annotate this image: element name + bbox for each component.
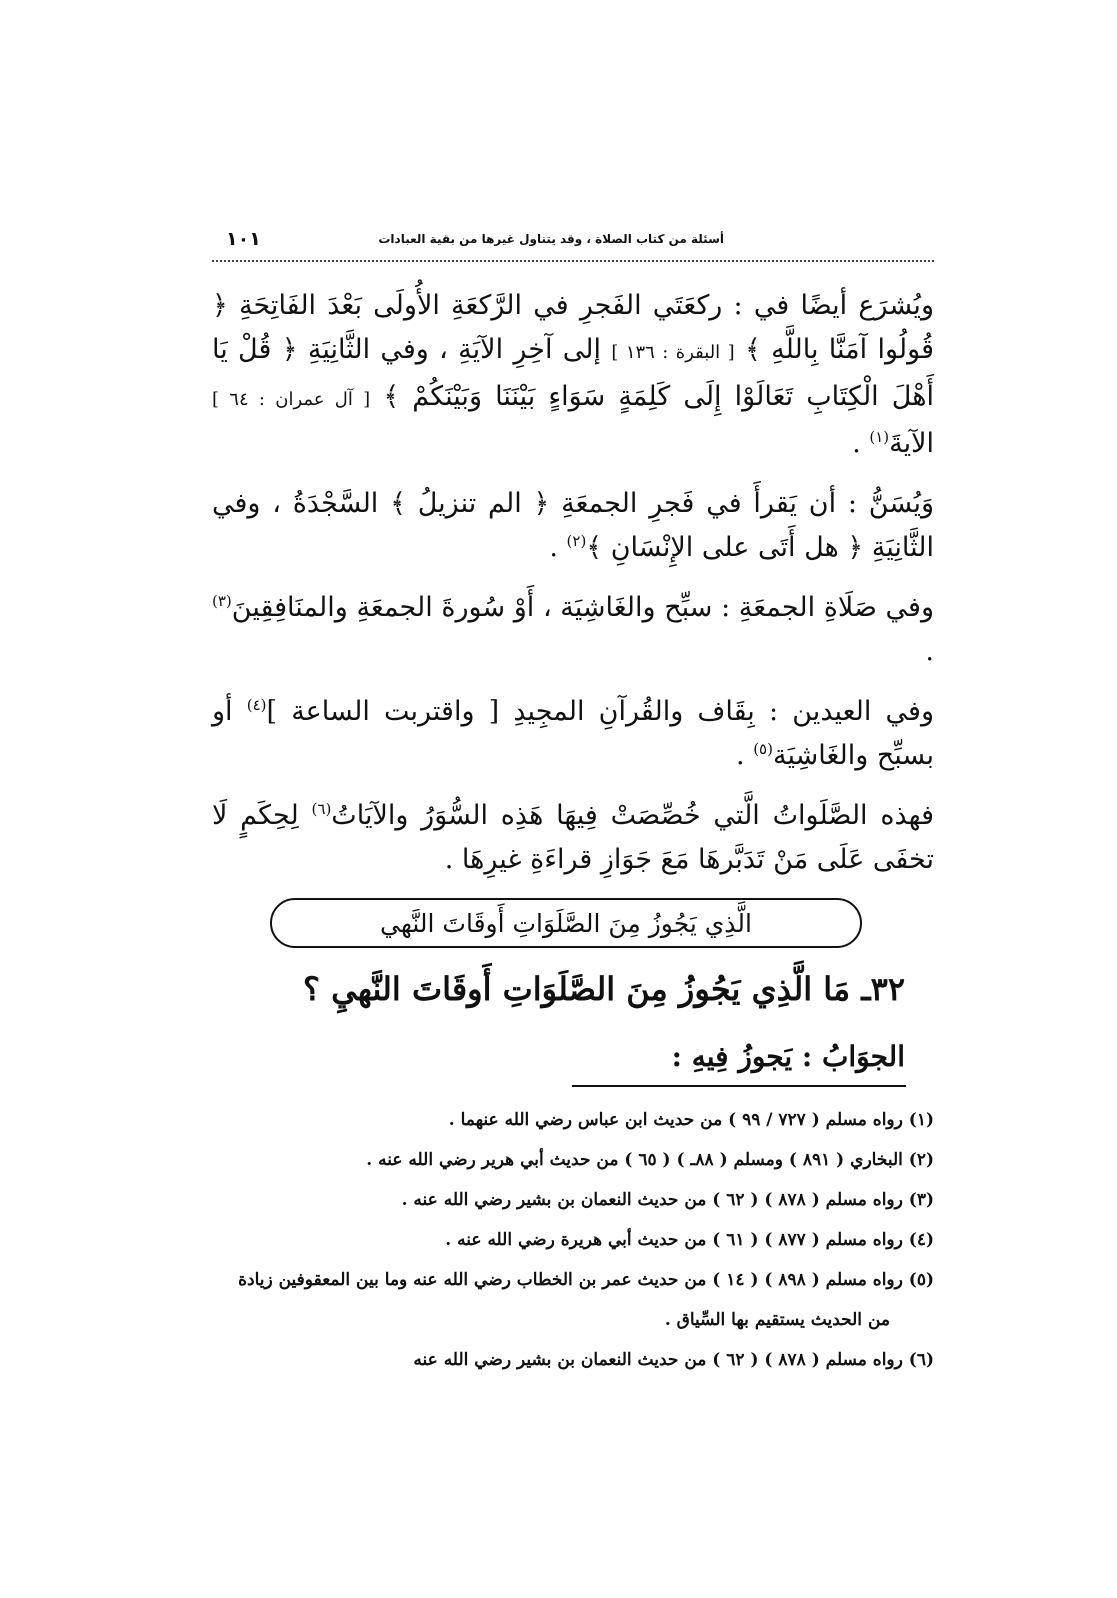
footnote-marker-5[interactable]: (٥) <box>753 740 773 758</box>
footnote-marker-1[interactable]: (١) <box>869 428 890 446</box>
quran-citation-baqarah: [ البقرة : ١٣٦ ] <box>611 342 735 363</box>
footnotes-list <box>150 1100 934 1380</box>
footnote-1 <box>150 1100 934 1140</box>
paragraph-1-text-c: الآيةَ <box>889 428 934 459</box>
paragraph-1-end: . <box>852 428 870 459</box>
paragraph-3 <box>212 586 934 674</box>
header-title: أسئلة من كتاب الصلاة ، وقد يتناول غيرها من بقية العبادات <box>378 232 724 246</box>
page-number: ١٠١ <box>226 228 261 250</box>
footnote-6 <box>150 1340 934 1380</box>
footnote-1-text: (١) رواه مسلم ( ٧٢٧ / ٩٩ ) من حديث ابن عباس رضي الله عنهما . <box>448 1110 934 1130</box>
paragraph-5-text-a: فهذه الصَّلَواتُ الَّتي خُصِّصَتْ فِيهَا هَذِه السُّوَرُ والآيَاتُ <box>331 800 934 831</box>
question-heading: ٣٢ـ مَا الَّذِي يَجُوزُ مِنَ الصَّلَوَاتِ أَوقَاتَ النَّهيِ ؟ <box>302 970 905 1008</box>
footnote-2 <box>150 1140 934 1180</box>
footnote-divider <box>572 1085 906 1087</box>
paragraph-1-text-a: ويُشرَع أيضًا في : ركعَتَي الفَجرِ في الرَّكعَةِ الأُولَى بَعْدَ الفَاتِحَةِ ﴿ قُولُوا آمَنَّا بِاللَّهِ ﴾ <box>212 290 934 365</box>
paragraph-4 <box>212 690 934 778</box>
paragraph-5 <box>212 794 934 882</box>
footnote-4 <box>150 1220 934 1260</box>
footnote-5-continuation: من الحديث يستقيم بها السِّياق . <box>664 1310 890 1330</box>
paragraph-4-text-b: أو بسبِّح والغَاشِيَة <box>212 696 934 771</box>
running-header <box>212 228 934 258</box>
section-heading-box <box>270 898 862 948</box>
paragraph-2-text: وَيُسَنُّ : أن يَقرأَ في فَجرِ الجمعَةِ ﴿ الم تنزيلُ ﴾ السَّجْدَةُ ، وفي الثَّانِيَةِ ﴿ هل أَتَى على الإِنْسَانِ ﴾ <box>212 488 934 563</box>
footnote-5-text: (٥) رواه مسلم ( ٨٩٨ ) ( ١٤ ) من حديث عمر بن الخطاب رضي الله عنه وما بين المعقوفين زيادة <box>238 1270 934 1290</box>
paragraph-2 <box>212 482 934 570</box>
footnote-marker-6[interactable]: (٦) <box>311 800 332 818</box>
paragraph-4-end: . <box>736 740 754 771</box>
section-heading: الَّذِي يَجُوزُ مِنَ الصَّلَوَاتِ أَوقَاتَ النَّهي <box>380 908 752 938</box>
footnote-3-text: (٣) رواه مسلم ( ٨٧٨ ) ( ٦٢ ) من حديث النعمان بن بشير رضي الله عنه . <box>401 1190 934 1210</box>
header-divider <box>212 260 934 262</box>
footnote-5 <box>150 1260 934 1340</box>
footnote-4-text: (٤) رواه مسلم ( ٨٧٧ ) ( ٦١ ) من حديث أبي هريرة رضي الله عنه . <box>445 1230 934 1250</box>
paragraph-3-text: وفي صَلَاةِ الجمعَةِ : سبِّح والغَاشِيَة ، أَوْ سُورةَ الجمعَةِ والمنَافِقِينَ <box>231 592 934 623</box>
main-text <box>212 284 934 882</box>
paragraph-4-text-a: وفي العيدين : بِقَاف والقُرآنِ المجِيدِ [ واقتربت الساعة ] <box>266 696 935 727</box>
paragraph-3-end: . <box>925 636 934 667</box>
quran-citation-al-imran: [ آل عمران : ٦٤ ] <box>212 389 371 410</box>
footnote-marker-3[interactable]: (٣) <box>212 592 232 610</box>
footnote-marker-4[interactable]: (٤) <box>246 696 267 714</box>
paragraph-2-end: . <box>549 532 567 563</box>
footnote-3 <box>150 1180 934 1220</box>
paragraph-1-text-b: إلى آخِرِ الآيَةِ ، وفي الثَّانِيَةِ ﴿ قُلْ يَا أَهْلَ الْكِتَابِ تَعَالَوْا إِلَى كَلِمَةٍ سَوَاءٍ بَيْنَنَا وَبَيْنَكُمْ ﴾ <box>212 334 934 412</box>
footnote-2-text: (٢) البخاري ( ٨٩١ ) ومسلم ( ٨٨ـ ) ( ٦٥ ) من حديث أبي هرير رضي الله عنه . <box>366 1150 934 1170</box>
answer-label: الجوَابُ : يَجوزُ فِيهِ : <box>671 1040 905 1073</box>
footnote-6-text: (٦) رواه مسلم ( ٨٧٨ ) ( ٦٢ ) من حديث النعمان بن بشير رضي الله عنه <box>413 1350 934 1370</box>
footnote-marker-2[interactable]: (٢) <box>566 532 587 550</box>
paragraph-1 <box>212 284 934 466</box>
paragraph-5-text-b: لِحِكَمٍ لَا تخفَى عَلَى مَنْ تَدَبَّرهَا مَعَ جَوَازِ قراءَةِ غيرِهَا . <box>212 800 934 875</box>
